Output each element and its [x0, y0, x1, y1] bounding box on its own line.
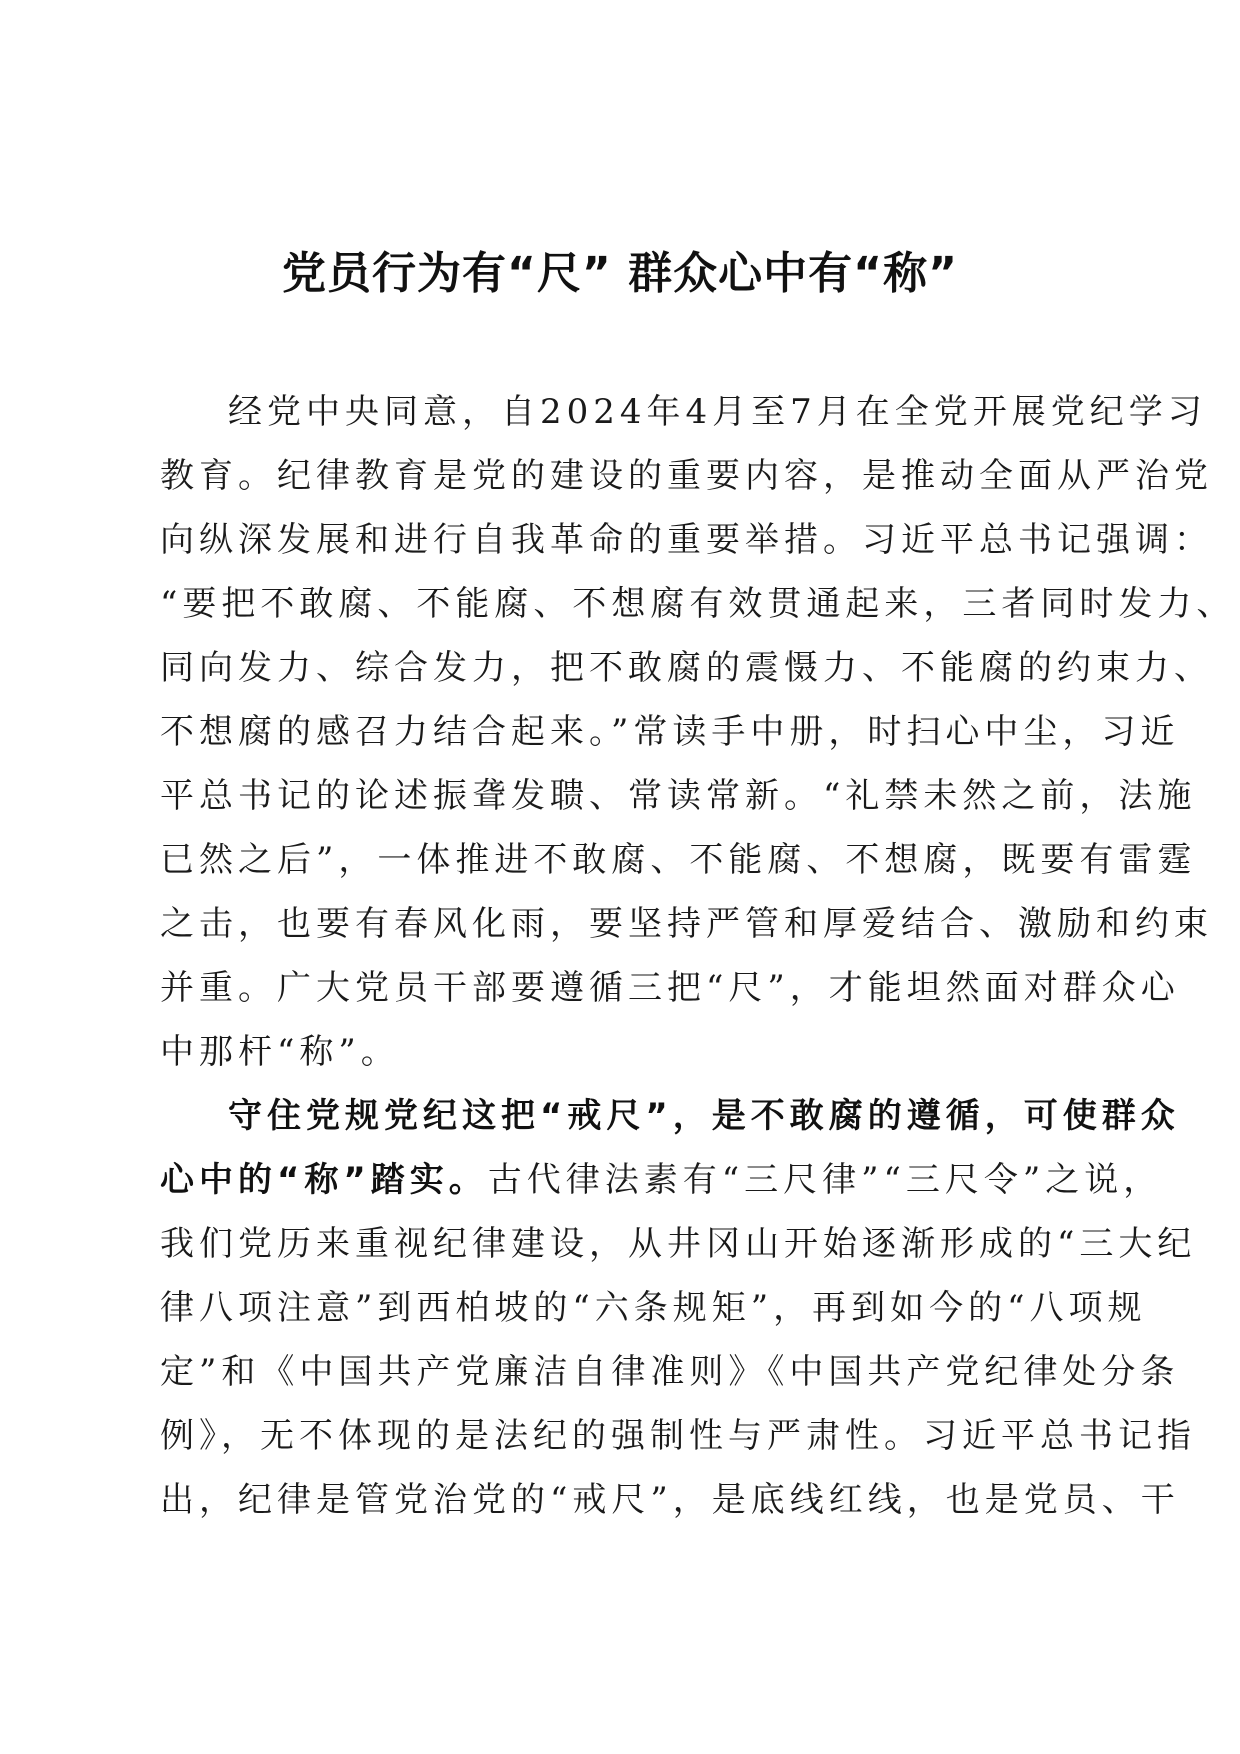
section-heading-line: 守住党规党纪这把“戒尺”，是不敢腐的遵循，可使群众 — [228, 1096, 1180, 1136]
paragraph-line: 不想腐的感召力结合起来。”常读手中册，时扫心中尘，习近 — [160, 712, 1180, 752]
paragraph-line: 平总书记的论述振聋发聩、常读常新。“礼禁未然之前，法施 — [160, 776, 1197, 816]
paragraph-line: 律八项注意”到西柏坡的“六条规矩”，再到如今的“八项规 — [160, 1288, 1147, 1328]
document-body — [160, 380, 1236, 1532]
paragraph-line: 中那杆“称”。 — [160, 1032, 400, 1072]
paragraph-line: 并重。广大党员干部要遵循三把“尺”，才能坦然面对群众心 — [160, 968, 1180, 1008]
document-title: 党员行为有“尺” 群众心中有“称” — [282, 248, 958, 299]
paragraph-line — [160, 1148, 1163, 1212]
paragraph-line: 同向发力、综合发力，把不敢腐的震慑力、不能腐的约束力、 — [160, 648, 1213, 688]
paragraph-line: 定”和《中国共产党廉洁自律准则》《中国共产党纪律处分条 — [160, 1352, 1180, 1392]
paragraph-line: 已然之后”，一体推进不敢腐、不能腐、不想腐，既要有雷霆 — [160, 840, 1197, 880]
paragraph-1 — [160, 380, 1236, 1084]
paragraph-text: 古代律法素有“三尺律”“三尺令”之说， — [487, 1160, 1163, 1200]
paragraph-line: 例》，无不体现的是法纪的强制性与严肃性。习近平总书记指 — [160, 1416, 1196, 1456]
paragraph-line: 之击，也要有春风化雨，要坚持严管和厚爱结合、激励和约束 — [160, 904, 1213, 944]
paragraph-line: 向纵深发展和进行自我革命的重要举措。习近平总书记强调： — [160, 520, 1213, 560]
paragraph-line: 我们党历来重视纪律建设，从井冈山开始逐渐形成的“三大纪 — [160, 1224, 1197, 1264]
paragraph-line: 出，纪律是管党治党的“戒尺”，是底线红线，也是党员、干 — [160, 1480, 1180, 1520]
paragraph-2 — [160, 1084, 1197, 1532]
section-heading-tail: 心中的“称”踏实。 — [160, 1160, 488, 1200]
paragraph-line: 教育。纪律教育是党的建设的重要内容，是推动全面从严治党 — [160, 456, 1213, 496]
paragraph-line: “要把不敢腐、不能腐、不想腐有效贯通起来，三者同时发力、 — [160, 584, 1236, 624]
paragraph-line: 经党中央同意，自2024年4月至7月在全党开展党纪学习 — [228, 392, 1207, 432]
